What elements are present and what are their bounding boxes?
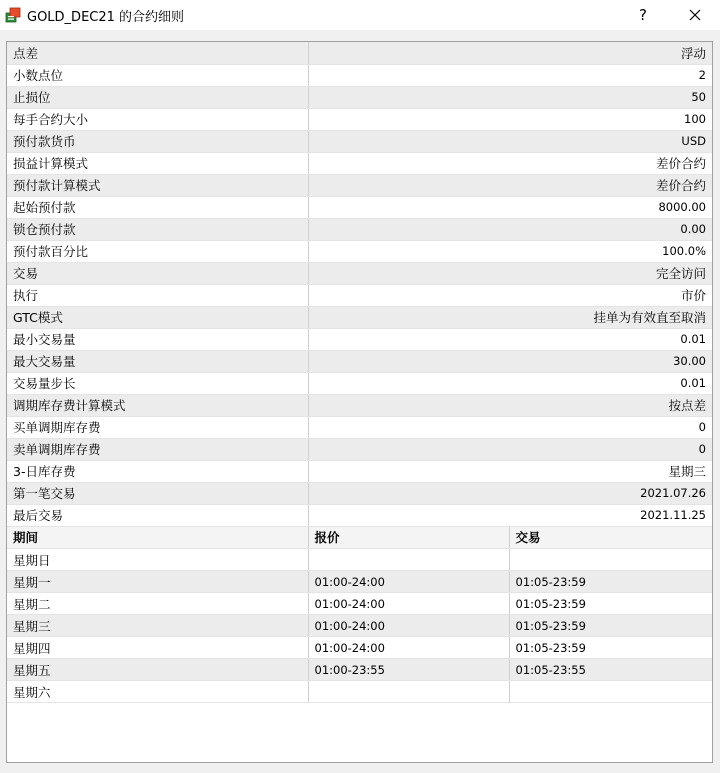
contract-app-icon [5,6,21,23]
schedule-day: 星期三 [7,615,308,637]
spec-value: 30.00 [308,350,712,372]
spec-value: 完全访问 [308,262,712,284]
spec-value: 浮动 [308,42,712,64]
table-row[interactable] [7,460,712,482]
spec-value: 0.01 [308,328,712,350]
table-row[interactable] [7,218,712,240]
table-row[interactable] [7,438,712,460]
spec-label: 最后交易 [7,504,308,526]
schedule-day: 星期五 [7,659,308,681]
schedule-day: 星期日 [7,549,308,571]
table-row[interactable] [7,328,712,350]
spec-label: 起始预付款 [7,196,308,218]
spec-label: GTC模式 [7,306,308,328]
table-row[interactable] [7,681,712,703]
table-row[interactable] [7,571,712,593]
table-row[interactable] [7,196,712,218]
schedule-quote-hours: 01:00-24:00 [308,593,509,615]
spec-label: 交易 [7,262,308,284]
spec-value: 8000.00 [308,196,712,218]
spec-value: 2021.11.25 [308,504,712,526]
schedule-trade-hours: 01:05-23:59 [509,637,712,659]
header-period: 期间 [7,527,308,549]
spec-label: 最大交易量 [7,350,308,372]
table-row[interactable] [7,262,712,284]
schedule-quote-hours [308,549,509,571]
schedule-quote-hours [308,681,509,703]
table-row[interactable] [7,504,712,526]
spec-label: 预付款计算模式 [7,174,308,196]
spec-value: 2 [308,64,712,86]
table-row[interactable] [7,108,712,130]
schedule-quote-hours: 01:00-24:00 [308,637,509,659]
schedule-trade-hours [509,549,712,571]
table-row[interactable] [7,637,712,659]
title-bar [0,0,720,30]
spec-label: 卖单调期库存费 [7,438,308,460]
spec-label: 调期库存费计算模式 [7,394,308,416]
table-row[interactable] [7,394,712,416]
spec-value: 100.0% [308,240,712,262]
spec-label: 点差 [7,42,308,64]
spec-value: 星期三 [308,460,712,482]
table-row[interactable] [7,240,712,262]
spec-value: 差价合约 [308,152,712,174]
spec-label: 第一笔交易 [7,482,308,504]
spec-label: 3-日库存费 [7,460,308,482]
table-row[interactable] [7,86,712,108]
schedule-day: 星期四 [7,637,308,659]
schedule-quote-hours: 01:00-24:00 [308,571,509,593]
close-icon [689,9,701,21]
schedule-quote-hours: 01:00-24:00 [308,615,509,637]
spec-label: 执行 [7,284,308,306]
spec-value: 100 [308,108,712,130]
schedule-trade-hours: 01:05-23:59 [509,615,712,637]
schedule-quote-hours: 01:00-23:55 [308,659,509,681]
spec-label: 每手合约大小 [7,108,308,130]
table-row[interactable] [7,152,712,174]
table-row[interactable] [7,482,712,504]
spec-value: 0.01 [308,372,712,394]
table-row[interactable] [7,42,712,64]
spec-label: 最小交易量 [7,328,308,350]
spec-label: 小数点位 [7,64,308,86]
table-row[interactable] [7,615,712,637]
help-button[interactable]: ? [639,6,647,24]
schedule-day: 星期二 [7,593,308,615]
schedule-trade-hours [509,681,712,703]
window-title: GOLD_DEC21 的合约细则 [27,10,185,25]
spec-value: 0 [308,416,712,438]
table-row[interactable] [7,306,712,328]
table-row[interactable] [7,659,712,681]
schedule-table [7,527,712,704]
spec-label: 交易量步长 [7,372,308,394]
spec-value: 按点差 [308,394,712,416]
header-trade: 交易 [509,527,712,549]
spec-value: 0 [308,438,712,460]
table-row[interactable] [7,350,712,372]
table-row[interactable] [7,130,712,152]
schedule-trade-hours: 01:05-23:59 [509,571,712,593]
schedule-trade-hours: 01:05-23:55 [509,659,712,681]
schedule-day: 星期一 [7,571,308,593]
schedule-header-row [7,527,712,549]
spec-value: 0.00 [308,218,712,240]
schedule-day: 星期六 [7,681,308,703]
table-row[interactable] [7,416,712,438]
close-button[interactable] [672,0,718,30]
header-quote: 报价 [308,527,509,549]
spec-value: 50 [308,86,712,108]
contract-details-panel [6,41,713,763]
spec-label: 止损位 [7,86,308,108]
spec-value: USD [308,130,712,152]
schedule-trade-hours: 01:05-23:59 [509,593,712,615]
table-row[interactable] [7,284,712,306]
table-row[interactable] [7,549,712,571]
spec-label: 预付款百分比 [7,240,308,262]
table-row[interactable] [7,64,712,86]
spec-label: 买单调期库存费 [7,416,308,438]
spec-value: 差价合约 [308,174,712,196]
table-row[interactable] [7,174,712,196]
table-row[interactable] [7,593,712,615]
spec-value: 市价 [308,284,712,306]
table-row[interactable] [7,372,712,394]
spec-value: 2021.07.26 [308,482,712,504]
spec-label: 预付款货币 [7,130,308,152]
spec-table [7,42,712,527]
spec-label: 损益计算模式 [7,152,308,174]
spec-value: 挂单为有效直至取消 [308,306,712,328]
spec-label: 锁仓预付款 [7,218,308,240]
